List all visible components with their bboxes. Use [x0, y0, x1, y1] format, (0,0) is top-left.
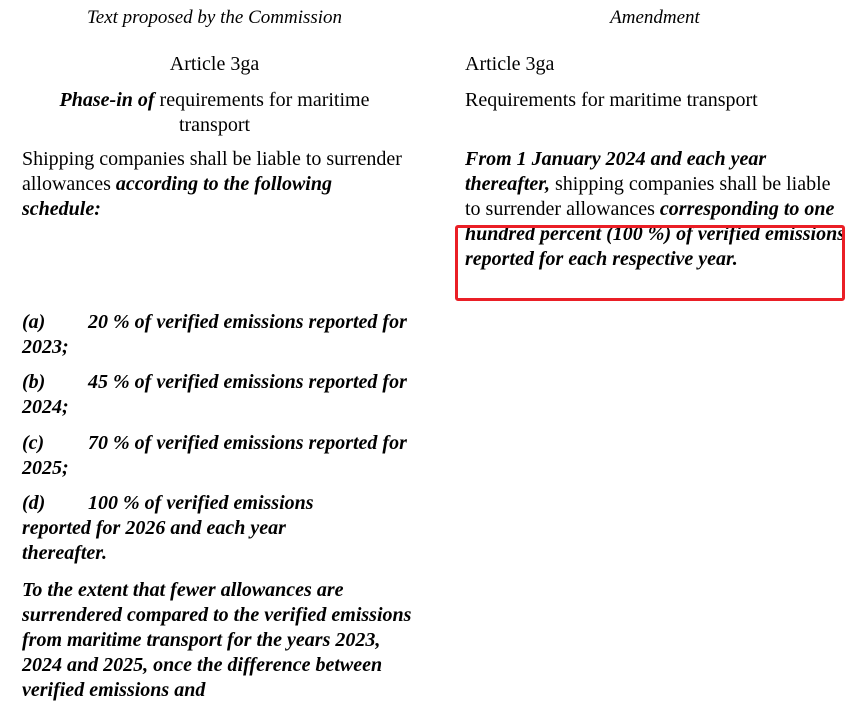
commission-intro-plain: Shipping companies shall be liable to surrender allowances	[22, 148, 402, 195]
schedule-item-letter: (b)	[22, 371, 46, 393]
commission-title-rest: requirements for maritime transport	[154, 89, 370, 136]
schedule-item-d	[22, 491, 352, 566]
commission-article-title	[22, 88, 407, 138]
commission-title-bold: Phase-in of	[59, 89, 155, 111]
schedule-item-c	[22, 431, 414, 481]
commission-column-header: Text proposed by the Commission	[86, 7, 343, 28]
schedule-item-a	[22, 310, 414, 360]
schedule-item-text: 70 % of verified emissions reported for 2025;	[22, 432, 407, 479]
schedule-item-letter: (c)	[22, 432, 45, 454]
schedule-item-letter: (a)	[22, 311, 46, 333]
red-highlight-annotation	[455, 225, 845, 301]
schedule-item-text: 20 % of verified emissions reported for 2023;	[22, 311, 407, 358]
amendment-body-bold-end: corresponding to one hundred percent (100 %) of verified emissions reported for each respective year.	[465, 198, 845, 270]
commission-intro-paragraph	[22, 147, 412, 222]
schedule-item-text: 45 % of verified emissions reported for 2024;	[22, 371, 407, 418]
schedule-item-letter: (d)	[22, 492, 46, 514]
amendment-article-number: Article 3ga	[465, 53, 555, 75]
commission-intro-bold: according to the following schedule:	[22, 173, 332, 220]
schedule-item-b	[22, 370, 414, 420]
schedule-item-text: 100 % of verified emissions reported for 2026 and each year thereafter.	[22, 492, 314, 564]
amendment-article-title: Requirements for maritime transport	[465, 89, 758, 111]
commission-article-number: Article 3ga	[169, 53, 260, 75]
commission-closing-paragraph: To the extent that fewer allowances are surrendered compared to the verified emissions from maritime transport for the years 2023, 2024 and 2025, once the difference between verified emissions and	[22, 579, 412, 701]
amendment-body-plain: shipping companies shall be liable to surrender allowances	[465, 173, 831, 220]
amendment-column-header: Amendment	[610, 7, 700, 28]
amendment-body-bold-start: From 1 January 2024 and each year thereafter,	[465, 148, 767, 195]
